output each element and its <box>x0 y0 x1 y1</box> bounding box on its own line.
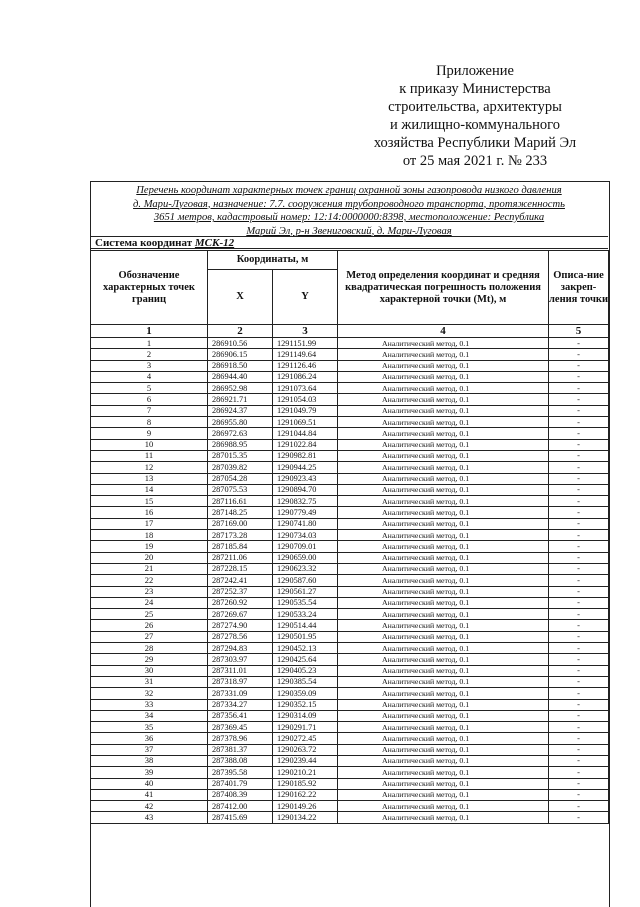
method-text: Аналитический метод, 0.1 <box>338 654 549 665</box>
header-point: Обозначение характерных точек границ <box>91 251 208 325</box>
point-number: 28 <box>91 643 208 654</box>
table-row <box>91 609 609 620</box>
coord-x: 287303.97 <box>208 654 273 665</box>
point-number: 24 <box>91 597 208 608</box>
coord-x: 287408.39 <box>208 789 273 800</box>
method-text: Аналитический метод, 0.1 <box>338 755 549 766</box>
method-text: Аналитический метод, 0.1 <box>338 507 549 518</box>
point-number: 11 <box>91 450 208 461</box>
coord-x: 287294.83 <box>208 643 273 654</box>
description-mark: - <box>549 789 609 800</box>
coord-x: 287274.90 <box>208 620 273 631</box>
column-number: 2 <box>208 325 273 338</box>
method-text: Аналитический метод, 0.1 <box>338 394 549 405</box>
point-number: 7 <box>91 405 208 416</box>
method-text: Аналитический метод, 0.1 <box>338 643 549 654</box>
method-text: Аналитический метод, 0.1 <box>338 710 549 721</box>
coord-y: 1290352.15 <box>273 699 338 710</box>
description-mark: - <box>549 665 609 676</box>
description-mark: - <box>549 428 609 439</box>
point-number: 33 <box>91 699 208 710</box>
method-text: Аналитический метод, 0.1 <box>338 631 549 642</box>
point-number: 8 <box>91 417 208 428</box>
description-mark: - <box>549 710 609 721</box>
table-row <box>91 597 609 608</box>
method-text: Аналитический метод, 0.1 <box>338 812 549 823</box>
coord-y: 1290561.27 <box>273 586 338 597</box>
table-row <box>91 801 609 812</box>
method-text: Аналитический метод, 0.1 <box>338 462 549 473</box>
coord-x: 287369.45 <box>208 722 273 733</box>
point-number: 2 <box>91 349 208 360</box>
point-number: 36 <box>91 733 208 744</box>
description-mark: - <box>549 473 609 484</box>
coord-y: 1290385.54 <box>273 676 338 687</box>
coordinates-table <box>90 250 609 824</box>
column-number: 3 <box>273 325 338 338</box>
coord-y: 1291151.99 <box>273 338 338 349</box>
header-x: X <box>208 270 273 325</box>
description-mark: - <box>549 801 609 812</box>
table-row <box>91 755 609 766</box>
coord-y: 1291049.79 <box>273 405 338 416</box>
method-text: Аналитический метод, 0.1 <box>338 688 549 699</box>
coord-y: 1290659.00 <box>273 552 338 563</box>
point-number: 40 <box>91 778 208 789</box>
coord-y: 1290162.22 <box>273 789 338 800</box>
coord-x: 286955.80 <box>208 417 273 428</box>
coord-x: 287260.92 <box>208 597 273 608</box>
coord-x: 286988.95 <box>208 439 273 450</box>
table-row <box>91 496 609 507</box>
method-text: Аналитический метод, 0.1 <box>338 801 549 812</box>
description-mark: - <box>549 778 609 789</box>
coord-y: 1290894.70 <box>273 484 338 495</box>
point-number: 25 <box>91 609 208 620</box>
method-text: Аналитический метод, 0.1 <box>338 699 549 710</box>
description-mark: - <box>549 699 609 710</box>
coord-x: 287381.37 <box>208 744 273 755</box>
coord-x: 287331.09 <box>208 688 273 699</box>
coord-x: 287015.35 <box>208 450 273 461</box>
description-mark: - <box>549 744 609 755</box>
description-mark: - <box>549 405 609 416</box>
table-heading <box>96 184 602 238</box>
coord-x: 286972.63 <box>208 428 273 439</box>
table-row <box>91 563 609 574</box>
point-number: 22 <box>91 575 208 586</box>
point-number: 10 <box>91 439 208 450</box>
method-text: Аналитический метод, 0.1 <box>338 541 549 552</box>
coord-y: 1291126.46 <box>273 360 338 371</box>
table-row <box>91 507 609 518</box>
heading-line: Перечень координат характерных точек границ охранной зоны газопровода низкого давления <box>136 185 562 196</box>
point-number: 29 <box>91 654 208 665</box>
coord-y: 1290425.64 <box>273 654 338 665</box>
description-mark: - <box>549 620 609 631</box>
coord-y: 1290709.01 <box>273 541 338 552</box>
coord-y: 1290210.21 <box>273 767 338 778</box>
point-number: 17 <box>91 518 208 529</box>
table-row <box>91 530 609 541</box>
description-mark: - <box>549 507 609 518</box>
description-mark: - <box>549 733 609 744</box>
description-mark: - <box>549 417 609 428</box>
method-text: Аналитический метод, 0.1 <box>338 450 549 461</box>
description-mark: - <box>549 518 609 529</box>
coord-y: 1290272.45 <box>273 733 338 744</box>
coord-x: 287228.15 <box>208 563 273 574</box>
header-method: Метод определения координат и средняя квадратическая погрешность положения характерной точки (Mt), м <box>338 251 549 325</box>
method-text: Аналитический метод, 0.1 <box>338 417 549 428</box>
coord-x: 287075.53 <box>208 484 273 495</box>
appendix-line: к приказу Министерства <box>399 81 551 97</box>
description-mark: - <box>549 676 609 687</box>
table-row <box>91 484 609 495</box>
coord-y: 1291054.03 <box>273 394 338 405</box>
point-number: 30 <box>91 665 208 676</box>
coord-y: 1290535.54 <box>273 597 338 608</box>
table-row <box>91 473 609 484</box>
point-number: 41 <box>91 789 208 800</box>
point-number: 34 <box>91 710 208 721</box>
table-row <box>91 428 609 439</box>
coord-y: 1290185.92 <box>273 778 338 789</box>
description-mark: - <box>549 631 609 642</box>
description-mark: - <box>549 338 609 349</box>
table-row <box>91 812 609 823</box>
coord-x: 287054.28 <box>208 473 273 484</box>
description-mark: - <box>549 597 609 608</box>
table-row <box>91 631 609 642</box>
point-number: 20 <box>91 552 208 563</box>
table-row <box>91 654 609 665</box>
table-row <box>91 394 609 405</box>
table-row <box>91 778 609 789</box>
point-number: 35 <box>91 722 208 733</box>
coord-y: 1290359.09 <box>273 688 338 699</box>
coord-x: 287039.82 <box>208 462 273 473</box>
coord-y: 1290779.49 <box>273 507 338 518</box>
description-mark: - <box>549 575 609 586</box>
point-number: 3 <box>91 360 208 371</box>
table-row <box>91 733 609 744</box>
header-description: Описа-ние закреп-ления точки <box>549 251 609 325</box>
coordinate-system <box>90 236 608 249</box>
table-row <box>91 450 609 461</box>
coord-x: 287242.41 <box>208 575 273 586</box>
coord-y: 1290291.71 <box>273 722 338 733</box>
table-row <box>91 371 609 382</box>
coord-y: 1291149.64 <box>273 349 338 360</box>
coord-y: 1290533.24 <box>273 609 338 620</box>
column-number: 4 <box>338 325 549 338</box>
coord-y: 1290134.22 <box>273 812 338 823</box>
coord-x: 287318.97 <box>208 676 273 687</box>
appendix-line: хозяйства Республики Марий Эл <box>373 135 577 151</box>
description-mark: - <box>549 484 609 495</box>
coord-y: 1290944.25 <box>273 462 338 473</box>
coord-x: 287252.37 <box>208 586 273 597</box>
table-row <box>91 338 609 349</box>
method-text: Аналитический метод, 0.1 <box>338 665 549 676</box>
table-row <box>91 518 609 529</box>
point-number: 15 <box>91 496 208 507</box>
point-number: 43 <box>91 812 208 823</box>
table-row <box>91 676 609 687</box>
table-row <box>91 767 609 778</box>
coord-x: 287356.41 <box>208 710 273 721</box>
description-mark: - <box>549 755 609 766</box>
table-row <box>91 575 609 586</box>
method-text: Аналитический метод, 0.1 <box>338 733 549 744</box>
coord-y: 1290514.44 <box>273 620 338 631</box>
coord-x: 287278.56 <box>208 631 273 642</box>
description-mark: - <box>549 394 609 405</box>
description-mark: - <box>549 586 609 597</box>
method-text: Аналитический метод, 0.1 <box>338 338 549 349</box>
method-text: Аналитический метод, 0.1 <box>338 744 549 755</box>
method-text: Аналитический метод, 0.1 <box>338 484 549 495</box>
method-text: Аналитический метод, 0.1 <box>338 405 549 416</box>
table-row <box>91 710 609 721</box>
method-text: Аналитический метод, 0.1 <box>338 496 549 507</box>
table-row <box>91 620 609 631</box>
coord-x: 286918.50 <box>208 360 273 371</box>
coord-x: 287378.96 <box>208 733 273 744</box>
description-mark: - <box>549 688 609 699</box>
coord-y: 1290832.75 <box>273 496 338 507</box>
description-mark: - <box>549 767 609 778</box>
point-number: 9 <box>91 428 208 439</box>
appendix-line: от 25 мая 2021 г. № 233 <box>402 153 548 169</box>
coord-y: 1290501.95 <box>273 631 338 642</box>
point-number: 27 <box>91 631 208 642</box>
description-mark: - <box>549 462 609 473</box>
table-row <box>91 439 609 450</box>
coord-x: 287211.06 <box>208 552 273 563</box>
point-number: 4 <box>91 371 208 382</box>
method-text: Аналитический метод, 0.1 <box>338 428 549 439</box>
heading-line: д. Мари-Луговая, назначение: 7.7. сооружения трубопроводного транспорта, протяженность <box>133 198 565 210</box>
point-number: 14 <box>91 484 208 495</box>
point-number: 19 <box>91 541 208 552</box>
point-number: 5 <box>91 383 208 394</box>
method-text: Аналитический метод, 0.1 <box>338 530 549 541</box>
point-number: 37 <box>91 744 208 755</box>
point-number: 21 <box>91 563 208 574</box>
coord-y: 1290982.81 <box>273 450 338 461</box>
table-row <box>91 383 609 394</box>
heading-line: 3651 метров, кадастровый номер: 12:14:0000000:8398, местоположение: Республика <box>153 212 545 223</box>
point-number: 16 <box>91 507 208 518</box>
point-number: 42 <box>91 801 208 812</box>
table-row <box>91 462 609 473</box>
description-mark: - <box>549 496 609 507</box>
table-row <box>91 665 609 676</box>
description-mark: - <box>549 439 609 450</box>
coord-x: 287185.84 <box>208 541 273 552</box>
coord-x: 287334.27 <box>208 699 273 710</box>
description-mark: - <box>549 360 609 371</box>
coord-x: 287116.61 <box>208 496 273 507</box>
point-number: 26 <box>91 620 208 631</box>
table-row <box>91 552 609 563</box>
coord-x: 287388.08 <box>208 755 273 766</box>
table-row <box>91 360 609 371</box>
coord-y: 1290741.80 <box>273 518 338 529</box>
point-number: 39 <box>91 767 208 778</box>
column-number: 1 <box>91 325 208 338</box>
table-row <box>91 405 609 416</box>
table-row <box>91 722 609 733</box>
table-row <box>91 744 609 755</box>
point-number: 32 <box>91 688 208 699</box>
coord-x: 286924.37 <box>208 405 273 416</box>
coord-y: 1290587.60 <box>273 575 338 586</box>
coordinate-system-label: Система координат <box>95 237 193 249</box>
point-number: 1 <box>91 338 208 349</box>
coord-y: 1291073.64 <box>273 383 338 394</box>
method-text: Аналитический метод, 0.1 <box>338 586 549 597</box>
description-mark: - <box>549 541 609 552</box>
method-text: Аналитический метод, 0.1 <box>338 371 549 382</box>
coord-x: 287395.58 <box>208 767 273 778</box>
coord-y: 1290452.13 <box>273 643 338 654</box>
table-row <box>91 688 609 699</box>
coord-x: 286952.98 <box>208 383 273 394</box>
appendix-block <box>360 62 590 170</box>
coord-y: 1291086.24 <box>273 371 338 382</box>
description-mark: - <box>549 722 609 733</box>
coord-y: 1290734.03 <box>273 530 338 541</box>
point-number: 12 <box>91 462 208 473</box>
method-text: Аналитический метод, 0.1 <box>338 767 549 778</box>
description-mark: - <box>549 349 609 360</box>
point-number: 38 <box>91 755 208 766</box>
description-mark: - <box>549 609 609 620</box>
point-number: 23 <box>91 586 208 597</box>
method-text: Аналитический метод, 0.1 <box>338 575 549 586</box>
method-text: Аналитический метод, 0.1 <box>338 439 549 450</box>
coord-x: 287415.69 <box>208 812 273 823</box>
table-row <box>91 586 609 597</box>
method-text: Аналитический метод, 0.1 <box>338 349 549 360</box>
coord-y: 1291044.84 <box>273 428 338 439</box>
coord-x: 286906.15 <box>208 349 273 360</box>
method-text: Аналитический метод, 0.1 <box>338 360 549 371</box>
table-row <box>91 349 609 360</box>
header-y: Y <box>273 270 338 325</box>
description-mark: - <box>549 563 609 574</box>
coord-x: 286944.40 <box>208 371 273 382</box>
table-row <box>91 541 609 552</box>
description-mark: - <box>549 552 609 563</box>
description-mark: - <box>549 450 609 461</box>
coord-y: 1290149.26 <box>273 801 338 812</box>
appendix-line: строительства, архитектуры <box>388 99 562 115</box>
method-text: Аналитический метод, 0.1 <box>338 778 549 789</box>
point-number: 13 <box>91 473 208 484</box>
method-text: Аналитический метод, 0.1 <box>338 552 549 563</box>
coord-x: 286921.71 <box>208 394 273 405</box>
description-mark: - <box>549 371 609 382</box>
point-number: 31 <box>91 676 208 687</box>
coord-x: 287148.25 <box>208 507 273 518</box>
point-number: 18 <box>91 530 208 541</box>
method-text: Аналитический метод, 0.1 <box>338 563 549 574</box>
coord-y: 1290623.32 <box>273 563 338 574</box>
method-text: Аналитический метод, 0.1 <box>338 597 549 608</box>
description-mark: - <box>549 383 609 394</box>
table-row <box>91 643 609 654</box>
coord-y: 1290239.44 <box>273 755 338 766</box>
column-number: 5 <box>549 325 609 338</box>
coord-y: 1290314.09 <box>273 710 338 721</box>
coord-x: 287173.28 <box>208 530 273 541</box>
method-text: Аналитический метод, 0.1 <box>338 722 549 733</box>
coord-y: 1291069.51 <box>273 417 338 428</box>
coord-x: 287311.01 <box>208 665 273 676</box>
appendix-line: Приложение <box>436 63 514 79</box>
coord-x: 287269.67 <box>208 609 273 620</box>
coord-y: 1291022.84 <box>273 439 338 450</box>
method-text: Аналитический метод, 0.1 <box>338 676 549 687</box>
method-text: Аналитический метод, 0.1 <box>338 789 549 800</box>
header-coords: Координаты, м <box>208 251 338 270</box>
coord-y: 1290923.43 <box>273 473 338 484</box>
table-row <box>91 699 609 710</box>
description-mark: - <box>549 530 609 541</box>
heading-line: Марий Эл, р-н Звениговский, д. Мари-Луговая <box>246 225 452 237</box>
method-text: Аналитический метод, 0.1 <box>338 383 549 394</box>
table-row <box>91 417 609 428</box>
coord-x: 286910.56 <box>208 338 273 349</box>
appendix-line: и жилищно-коммунального <box>389 117 561 133</box>
coord-x: 287169.00 <box>208 518 273 529</box>
coord-y: 1290405.23 <box>273 665 338 676</box>
coordinate-system-value: МСК-12 <box>194 237 235 249</box>
point-number: 6 <box>91 394 208 405</box>
method-text: Аналитический метод, 0.1 <box>338 473 549 484</box>
coord-y: 1290263.72 <box>273 744 338 755</box>
method-text: Аналитический метод, 0.1 <box>338 518 549 529</box>
table-row <box>91 789 609 800</box>
description-mark: - <box>549 643 609 654</box>
table-body <box>91 338 609 824</box>
description-mark: - <box>549 812 609 823</box>
method-text: Аналитический метод, 0.1 <box>338 620 549 631</box>
description-mark: - <box>549 654 609 665</box>
coord-x: 287401.79 <box>208 778 273 789</box>
method-text: Аналитический метод, 0.1 <box>338 609 549 620</box>
coord-x: 287412.00 <box>208 801 273 812</box>
